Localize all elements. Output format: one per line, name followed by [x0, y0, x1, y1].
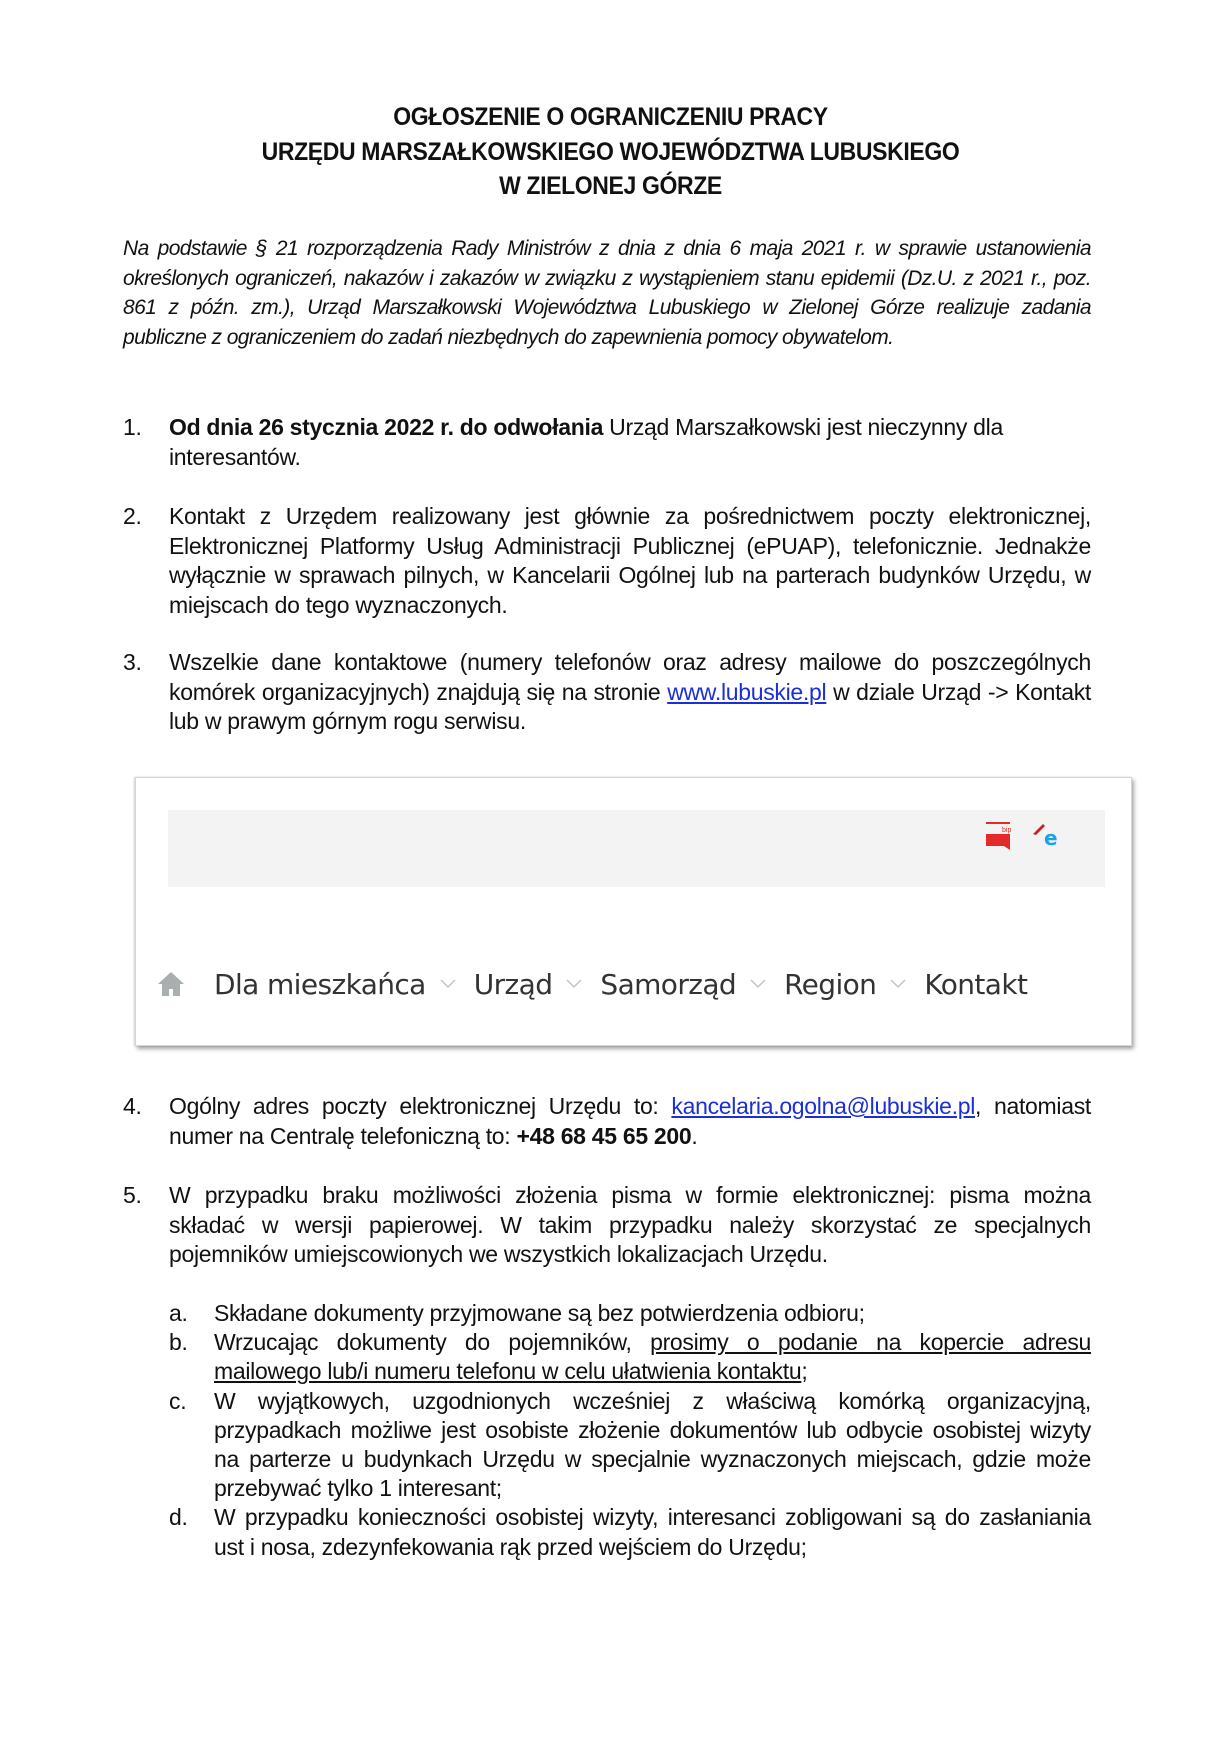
website-link[interactable]: www.lubuskie.pl — [667, 678, 827, 705]
epuap-icon[interactable] — [1031, 822, 1063, 848]
title-line-3: W ZIELONEJ GÓRZE — [499, 172, 722, 200]
nav-item-urzad[interactable]: Urząd — [474, 968, 601, 1001]
list-item-5: 5. W przypadku braku możliwości złożenia pisma w formie elektronicznej: pisma można składać w wersji papierowej. W takim przypadku należy skorzystać ze specjalnych pojemników umiejscowionych we wszystkich lokalizacjach Urzędu. — [123, 1182, 1091, 1267]
list-item-3: 3. Wszelkie dane kontaktowe (numery telefonów oraz adresy mailowe do poszczególnych komórek organizacyjnych) znajdują się na stronie www.lubuskie.pl w dziale Urząd -> Kontakt lub w prawym górnym rogu serwisu. — [123, 649, 1092, 734]
chevron-down-icon — [440, 979, 456, 989]
lettered-sublist — [169, 1299, 1091, 1562]
list-item-1: 1. Od dnia 26 stycznia 2022 r. do odwołania Urząd Marszałkowski jest nieczynny dla interesantów. — [123, 414, 1003, 470]
nav-item-region[interactable]: Region — [784, 968, 924, 1001]
list-item-2: 2. Kontakt z Urzędem realizowany jest głównie za pośrednictwem poczty elektronicznej, Elektronicznej Platformy Usług Administracji Publicznej (ePUAP), telefonicznie. Jednakże wyłącznie w sprawach pilnych, w Kancelarii Ogólnej lub na parterach budynków Urzędu, w miejscach do tego wyznaczonych. — [123, 503, 1091, 618]
nav-item-samorzad[interactable]: Samorząd — [600, 968, 784, 1001]
sublist-item-d: d. W przypadku konieczności osobistej wizyty, interesanci zobligowani są do zasłaniania ust i nosa, zdezynfekowania rąk przed wejściem do Urzędu; — [169, 1504, 1091, 1560]
list-number: 3. — [123, 649, 142, 675]
website-main-nav — [156, 962, 1027, 1006]
title-line-2: URZĘDU MARSZAŁKOWSKIEGO WOJEWÓDZTWA LUBUSKIEGO — [261, 137, 960, 166]
chevron-down-icon — [890, 979, 906, 989]
home-icon[interactable] — [156, 970, 186, 998]
document-title — [49, 100, 1172, 204]
svg-text:bip: bip — [1002, 827, 1012, 834]
svg-text:e: e — [1044, 826, 1058, 848]
list-number: 1. — [123, 414, 142, 440]
list-item-4: 4. Ogólny adres poczty elektronicznej Urzędu to: kancelaria.ogolna@lubuskie.pl, natomiast numer na Centralę telefoniczną to: +48 68 45 65 200. — [123, 1093, 1091, 1149]
list-number: 4. — [123, 1093, 142, 1119]
legal-basis-paragraph: Na podstawie § 21 rozporządzenia Rady Ministrów z dnia z dnia 6 maja 2021 r. w sprawie ustanowienia określonych ograniczeń, nakazów i zakazów w związku z wystąpieniem stanu epidemii (Dz.U. z 2021 r., poz. 861 z późn. zm.), Urząd Marszałkowski Województwa Lubuskiego w Zielonej Górze realizuje zadania publiczne z ograniczeniem do zadań niezbędnych do zapewnienia pomocy obywatelom. — [123, 237, 1091, 349]
closure-date-text: Od dnia 26 stycznia 2022 r. do odwołania — [169, 414, 604, 440]
underlined-request: prosimy o podanie na kopercie adresu mailowego lub/i numeru telefonu w celu ułatwienia kontaktu — [214, 1329, 1092, 1385]
nav-item-dla-mieszkanca[interactable]: Dla mieszkańca — [214, 968, 474, 1001]
email-link[interactable]: kancelaria.ogolna@lubuskie.pl — [671, 1093, 976, 1119]
sublist-item-b: b. Wrzucając dokumenty do pojemników, prosimy o podanie na kopercie adresu mailowego lub/i numeru telefonu w celu ułatwienia kontaktu; — [169, 1329, 1092, 1385]
phone-number: +48 68 45 65 200 — [516, 1122, 692, 1149]
chevron-down-icon — [750, 979, 766, 989]
website-header-screenshot — [135, 777, 1132, 1046]
bip-icon[interactable] — [984, 820, 1012, 850]
nav-item-kontakt[interactable]: Kontakt — [924, 967, 1028, 1001]
sublist-item-c: c. W wyjątkowych, uzgodnionych wcześniej z właściwą komórką organizacyjną, przypadkach możliwe jest osobiste złożenie dokumentów lub odbycie osobistej wizyty na parterze u budynkach Urzędu w specjalnie wyznaczonych miejscach, gdzie może przebywać tylko 1 interesant; — [169, 1387, 1091, 1502]
title-line-1: OGŁOSZENIE O OGRANICZENIU PRACY — [393, 103, 828, 131]
list-number: 5. — [123, 1182, 142, 1208]
chevron-down-icon — [566, 979, 582, 989]
website-top-bar — [168, 810, 1105, 887]
sublist-item-a: a. Składane dokumenty przyjmowane są bez potwierdzenia odbioru; — [169, 1300, 865, 1326]
list-number: 2. — [123, 503, 142, 529]
